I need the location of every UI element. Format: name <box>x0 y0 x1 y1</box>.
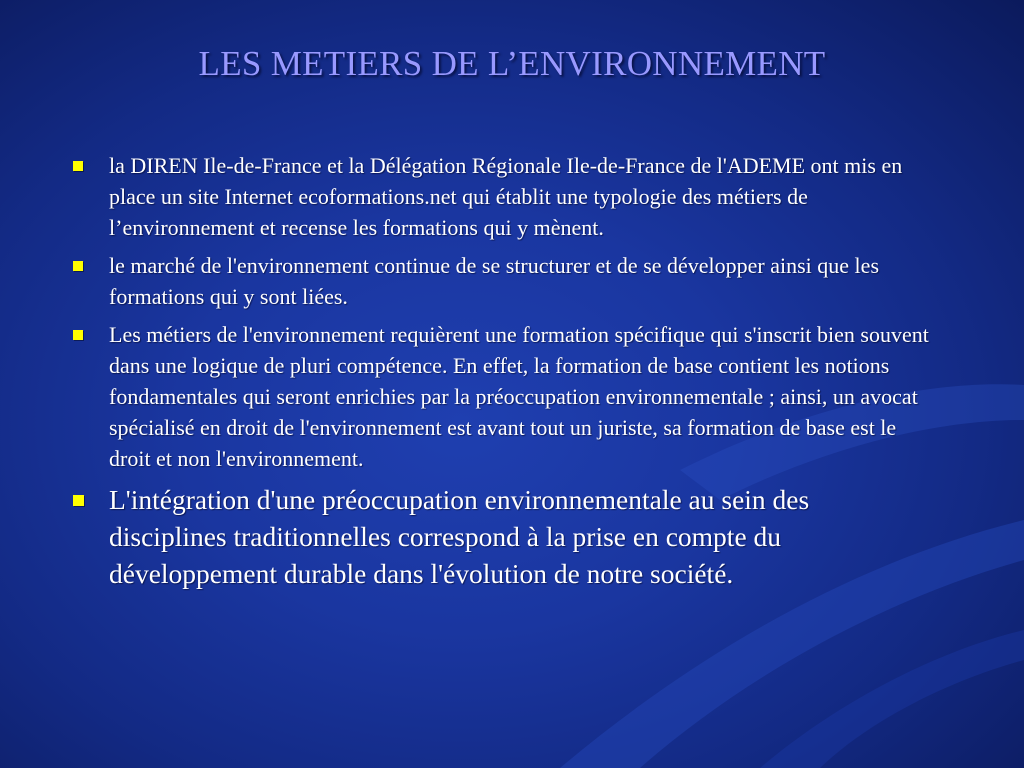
bullet-square-icon <box>73 261 83 271</box>
bullet-list <box>70 150 930 592</box>
bullet-square-icon <box>73 161 83 171</box>
list-item <box>70 319 930 474</box>
list-item-text: la DIREN Ile-de-France et la Délégation Régionale Ile-de-France de l'ADEME ont mis en place un site Internet ecoformations.net qui établit une typologie des métiers de l’environnement et recense les formations qui y mènent. <box>109 153 903 240</box>
list-item <box>70 250 930 312</box>
list-item-text: le marché de l'environnement continue de se structurer et de se développer ainsi que les formations qui y sont liées. <box>109 253 879 309</box>
list-item-text: Les métiers de l'environnement requièrent une formation spécifique qui s'inscrit bien souvent dans une logique de pluri compétence. En effet, la formation de base contient les notions fondamentales qui seront enrichies par la préoccupation environnementale ; ainsi, un avocat spécialisé en droit de l'environnement est avant tout un juriste, sa formation de base est le droit et non l'environnement. <box>109 322 929 471</box>
bullet-square-icon <box>73 495 84 506</box>
list-item-text: L'intégration d'une préoccupation environnementale au sein des disciplines traditionnelles correspond à la prise en compte du développement durable dans l'évolution de notre société. <box>109 484 810 589</box>
slide-title: LES METIERS DE L’ENVIRONNEMENT <box>198 44 826 83</box>
list-item <box>70 481 930 592</box>
list-item <box>70 150 930 243</box>
bullet-square-icon <box>73 330 83 340</box>
